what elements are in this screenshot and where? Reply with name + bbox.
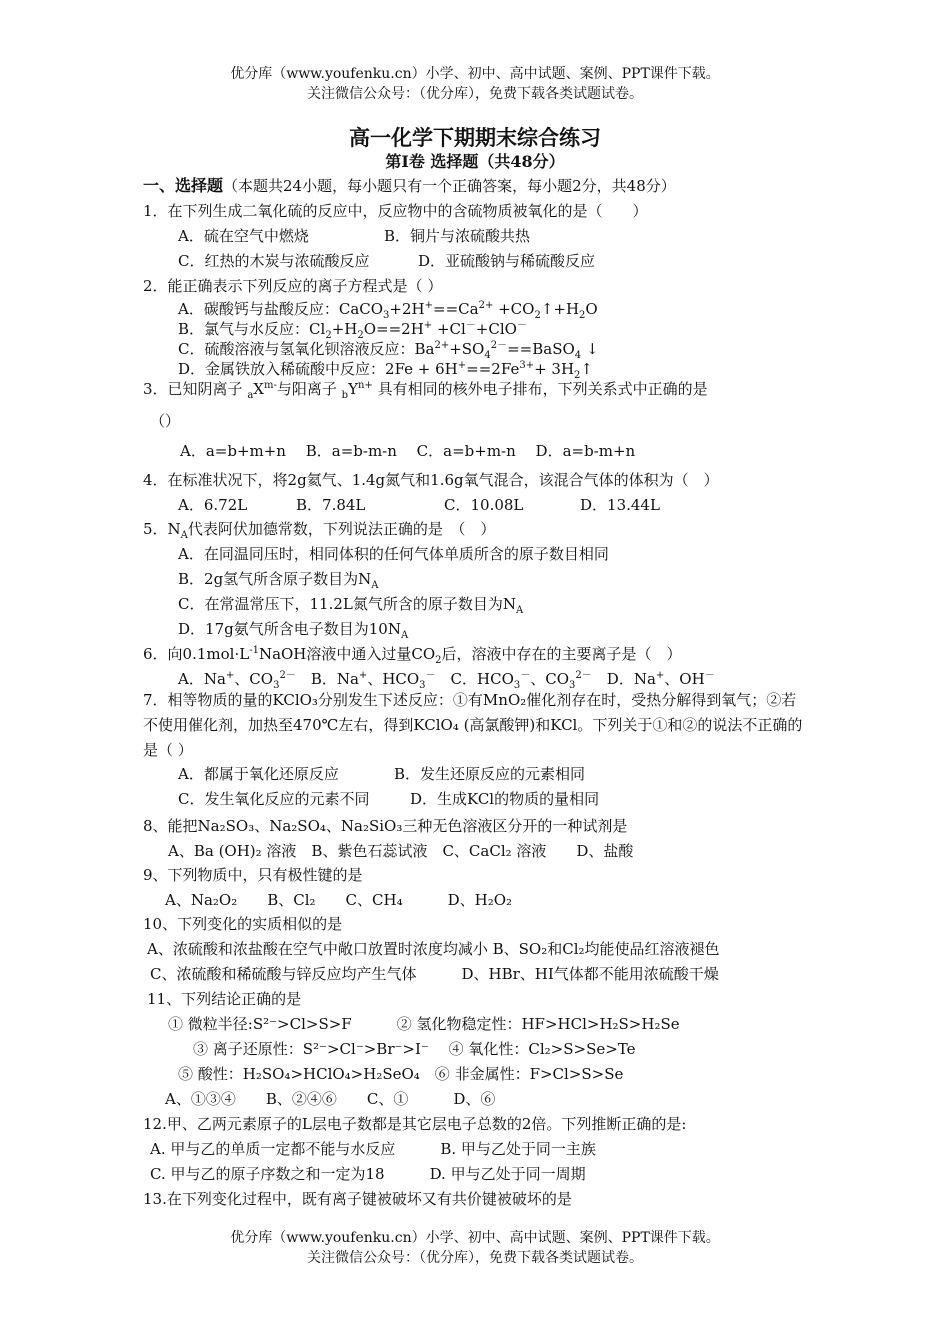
page-footer <box>0 1228 950 1268</box>
q2-option-d: D．金属铁放入稀硫酸中反应：$2Fe + 6H^+==2Fe^{3+}+$ $3H_2↑$ <box>178 360 593 381</box>
q6-stem-b: NaOH溶液中通入过量CO <box>258 645 436 663</box>
q13-stem: 13.在下列变化过程中，既有离子键被破坏又有共价键被破坏的是 <box>143 1190 572 1208</box>
q2-option-a: A．碳酸钙与盐酸反应：$CaCO_3+2H^+==Ca^{2+}$ $+CO_2↑+H_2O$ <box>178 300 598 321</box>
q10-options-ab: A、浓硫酸和浓盐酸在空气中敞口放置时浓度均减小 B、SO₂和Cl₂均能使品红溶液褪色 <box>147 940 720 958</box>
q7-option-c: C．发生氧化反应的元素不同 <box>178 790 370 808</box>
q8-options: A、Ba (OH)₂ 溶液 B、紫色石蕊试液 C、CaCl₂ 溶液 D、盐酸 <box>168 842 634 860</box>
page-title: 高一化学下期期末综合练习 <box>349 125 601 150</box>
footer-line-2: 关注微信公众号：（优分库），免费下载各类试题试卷。 <box>307 1250 643 1266</box>
q1-stem: 1．在下列生成二氧化硫的反应中，反应物中的含硫物质被氧化的是（ ） <box>143 202 648 220</box>
page-header <box>0 64 950 104</box>
q3-stem-c: 具有相同的核外电子排布，下列关系式中正确的是 <box>377 380 708 398</box>
q10-stem: 10、下列变化的实质相似的是 <box>143 915 343 933</box>
q2-option-b: B．氯气与水反应：$Cl_2+H_2O==2H^+ +Cl^-+ClO^-$ <box>178 320 527 341</box>
q12-options-ab: A. 甲与乙的单质一定都不能与水反应 B. 甲与乙处于同一主族 <box>150 1140 596 1158</box>
q9-stem: 9、下列物质中，只有极性键的是 <box>143 866 363 884</box>
q5-option-d: D．17g氨气所含电子数目为$10N_A$ <box>178 620 409 641</box>
q5-option-b: B．2g氢气所含原子数目为$N_A$ <box>178 570 379 591</box>
q6-options: A．Na+、$CO_3^{2-}$ B．Na+、$HCO_3^-$ C．$HCO_3^-$、$CO_3^{2-}$ D．Na+、OH－ <box>178 670 715 691</box>
q5-option-a: A．在同温同压时，相同体积的任何气体单质所含的原子数目相同 <box>178 545 609 563</box>
q6-stem: 6．向$0.1mol\cdot L^{-1}NaOH$溶液中通入过量$CO_2$后，溶液中存在的主要离子是（ ） <box>143 645 682 666</box>
q6-stem-a: 6．向0.1mol·L <box>143 645 250 663</box>
q12-options-cd: C. 甲与乙的原子序数之和一定为18 D. 甲与乙处于同一周期 <box>150 1165 586 1183</box>
q1-option-a: A．硫在空气中燃烧 <box>178 227 309 245</box>
q4-option-c: C．10.08L <box>444 496 524 514</box>
q9-options: A、Na₂O₂ B、Cl₂ C、CH₄ D、H₂O₂ <box>165 891 513 909</box>
q3-paren: （） <box>150 412 181 430</box>
q4-stem: 4．在标准状况下，将2g氦气、1.4g氮气和1.6g氧气混合，该混合气体的体积为（ ） <box>143 471 719 489</box>
q10-options-cd: C、浓硫酸和稀硫酸与锌反应均产生气体 D、HBr、HI气体都不能用浓硫酸干燥 <box>150 965 719 983</box>
q7-stem: 7．相等物质的量的KClO₃分别发生下述反应：①有MnO₂催化剂存在时，受热分解得到氧气；②若不使用催化剂，加热至470℃左右，得到KClO₄ (高氯酸钾)和KCl。下列关于①和②的说法不正确的是（ ） <box>143 691 803 759</box>
q5-option-d-text: D．17g氨气所含电子数目为10 <box>178 620 388 638</box>
q2-option-b-text: B．氯气与水反应： <box>178 320 310 338</box>
q11-stem: 11、下列结论正确的是 <box>147 990 302 1008</box>
q4-option-a: A．6.72L <box>178 496 248 514</box>
q4-option-b: B．7.84L <box>296 496 366 514</box>
q3-stem: 3．已知阴离子 $_aX^{m-}$与阳离子 $_bY^{n+}$ 具有相同的核外电子排布，下列关系式中正确的是 <box>143 380 708 401</box>
header-line-1: 优分库（www.youfenku.cn）小学、初中、高中试题、案例、PPT课件下载。 <box>230 66 720 82</box>
footer-line-1: 优分库（www.youfenku.cn）小学、初中、高中试题、案例、PPT课件下载。 <box>230 1230 720 1246</box>
page-subtitle: 第Ⅰ卷 选择题（共48分） <box>385 152 565 171</box>
q1-option-c: C．红热的木炭与浓硫酸反应 <box>178 252 370 270</box>
q6-stem-c: 后，溶液中存在的主要离子是（ ） <box>441 645 682 663</box>
q11-line-1: ① 微粒半径:S²⁻>Cl>S>F ② 氢化物稳定性：HF>HCl>H₂S>H₂Se <box>168 1015 680 1033</box>
q3-stem-b: 与阳离子 <box>276 380 337 398</box>
q1-option-d: D．亚硫酸钠与稀硫酸反应 <box>418 252 596 270</box>
q7-option-a: A．都属于氧化还原反应 <box>178 765 339 783</box>
section-heading <box>143 175 676 197</box>
q5-stem-tail: 代表阿伏加德常数，下列说法正确的是 （ ） <box>187 520 496 538</box>
q3-stem-a: 3．已知阴离子 <box>143 380 243 398</box>
header-line-2: 关注微信公众号：（优分库），免费下载各类试题试卷。 <box>307 86 643 102</box>
q8-stem: 8、能把Na₂SO₃、Na₂SO₄、Na₂SiO₃三种无色溶液区分开的一种试剂是 <box>143 817 628 835</box>
q5-option-c: C．在常温常压下，11.2L氮气所含的原子数目为$N_A$ <box>178 595 524 616</box>
q7-option-d: D．生成KCl的物质的量相同 <box>410 790 600 808</box>
q1-option-b: B．铜片与浓硫酸共热 <box>384 227 531 245</box>
q5-option-c-text: C．在常温常压下，11.2L氮气所含的原子数目为 <box>178 595 503 613</box>
q2-option-a-text: A．碳酸钙与盐酸反应： <box>178 300 339 318</box>
q2-option-d-text: D．金属铁放入稀硫酸中反应： <box>178 360 386 378</box>
q7-option-b: B．发生还原反应的元素相同 <box>394 765 586 783</box>
q2-stem: 2．能正确表示下列反应的离子方程式是（ ） <box>143 277 443 295</box>
section-note: （本题共24小题，每小题只有一个正确答案，每小题2分，共48分） <box>223 177 676 195</box>
q2-option-c: C．硫酸溶液与氢氧化钡溶液反应：$Ba^{2+}+SO_4^{2-}==BaSO_4$ ↓ <box>178 340 599 361</box>
q11-line-2: ③ 离子还原性：S²⁻>Cl⁻>Br⁻>I⁻ ④ 氧化性：Cl₂>S>Se>Te <box>193 1040 636 1058</box>
q11-line-3: ⑤ 酸性：H₂SO₄>HClO₄>H₂SeO₄ ⑥ 非金属性：F>Cl>S>Se <box>178 1065 624 1083</box>
q3-options: A．a=b+m+n B．a=b-m-n C．a=b+m-n D．a=b-m+n <box>180 442 636 460</box>
q11-options: A、①③④ B、②④⑥ C、① D、⑥ <box>165 1090 496 1108</box>
q4-option-d: D．13.44L <box>580 496 660 514</box>
q12-stem: 12.甲、乙两元素原子的L层电子数都是其它层电子总数的2倍。下列推断正确的是: <box>143 1115 687 1133</box>
q5-stem: 5．$N_A$代表阿伏加德常数，下列说法正确的是 （ ） <box>143 520 496 541</box>
q2-option-c-text: C．硫酸溶液与氢氧化钡溶液反应： <box>178 340 415 358</box>
q5-option-b-text: B．2g氢气所含原子数目为 <box>178 570 359 588</box>
section-title: 一、选择题 <box>143 176 224 195</box>
